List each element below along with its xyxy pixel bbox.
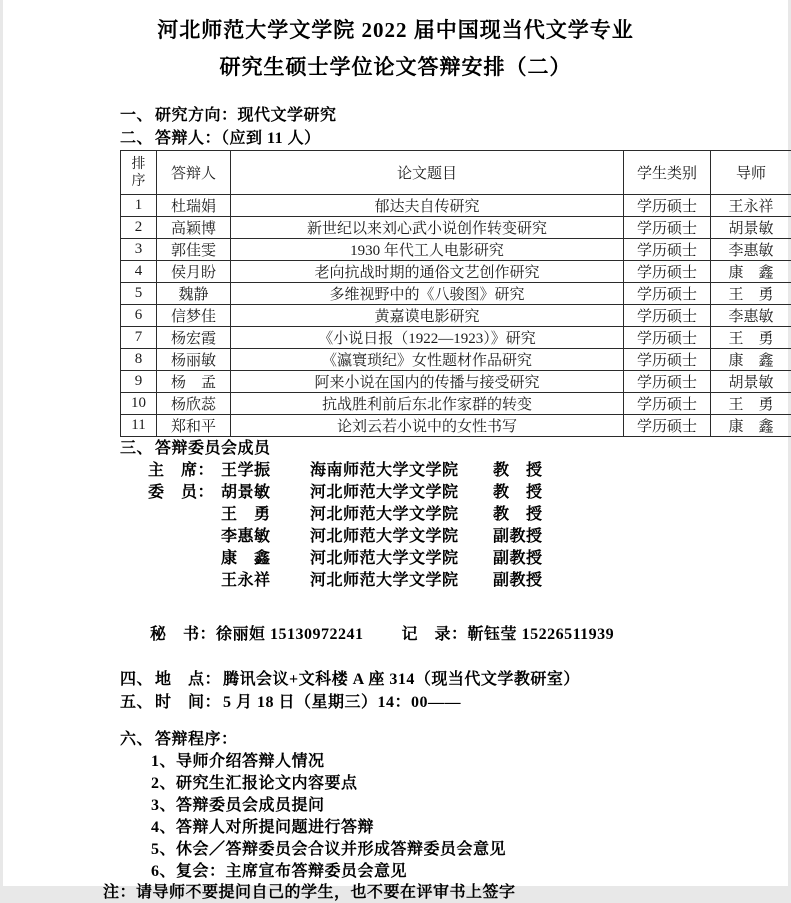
document-page [3,0,788,886]
cell-thesis-title: 黄嘉谟电影研究 [231,305,624,327]
secretary-name: 徐丽姮 [216,626,266,643]
cell-defender-name: 杨欣蕊 [157,393,231,415]
cell-defender-name: 信梦佳 [157,305,231,327]
committee-member-institution: 河北师范大学文学院 [310,526,493,548]
section-one-text: 研究方向：现代文学研究 [155,107,337,124]
section-defenders [120,127,788,150]
procedure-step: 4、答辩人对所提问题进行答辩 [151,817,788,839]
cell-supervisor: 王 勇 [711,327,791,349]
cell-thesis-title: 郁达夫自传研究 [231,195,624,217]
cell-order: 3 [121,239,157,261]
cell-defender-name: 高颖博 [157,217,231,239]
cell-order: 6 [121,305,157,327]
table-row [121,283,791,305]
section-three-text: 答辩委员会成员 [155,440,271,457]
cell-supervisor: 王 勇 [711,393,791,415]
section-three-number: 三、 [120,440,153,457]
committee-member-title: 副教授 [493,548,543,570]
committee-role-label [148,548,221,570]
table-row [121,327,791,349]
cell-order: 10 [121,393,157,415]
committee-member-name: 康 鑫 [221,548,310,570]
table-row [121,371,791,393]
committee-member-name: 李惠敏 [221,526,310,548]
section-four-number: 四、 [120,671,153,688]
section-six-number: 六、 [120,731,153,748]
cell-supervisor: 李惠敏 [711,239,791,261]
committee-member-title: 教 授 [493,460,543,482]
defenders-table-body [121,195,791,437]
cell-supervisor: 王 勇 [711,283,791,305]
time-label: 时 间： [155,694,221,711]
cell-student-category: 学历硕士 [624,371,711,393]
committee-member-title: 副教授 [493,570,543,592]
cell-student-category: 学历硕士 [624,195,711,217]
cell-student-category: 学历硕士 [624,349,711,371]
section-two-text: 答辩人：（应到 11 人） [155,130,321,147]
committee-member-row [148,526,788,548]
column-header-supervisor: 导师 [711,151,791,195]
cell-thesis-title: 阿来小说在国内的传播与接受研究 [231,371,624,393]
cell-defender-name: 杨宏霞 [157,327,231,349]
cell-thesis-title: 《瀛寰琐纪》女性题材作品研究 [231,349,624,371]
location-label: 地 点： [155,671,221,688]
secretary-label: 秘 书： [150,626,216,643]
cell-student-category: 学历硕士 [624,305,711,327]
column-header-order: 排序 [121,151,157,195]
cell-thesis-title: 多维视野中的《八骏图》研究 [231,283,624,305]
table-row [121,239,791,261]
table-row [121,261,791,283]
committee-member-institution: 河北师范大学文学院 [310,548,493,570]
document-title [3,0,788,86]
recorder-phone: 15226511939 [522,626,615,643]
committee-member-institution: 河北师范大学文学院 [310,482,493,504]
cell-order: 8 [121,349,157,371]
procedure-step: 2、研究生汇报论文内容要点 [151,773,788,795]
cell-thesis-title: 新世纪以来刘心武小说创作转变研究 [231,217,624,239]
recorder-label: 记 录： [402,626,468,643]
cell-order: 2 [121,217,157,239]
procedure-step: 3、答辩委员会成员提问 [151,795,788,817]
committee-role-label: 委 员： [148,482,221,504]
cell-defender-name: 郑和平 [157,415,231,437]
cell-supervisor: 康 鑫 [711,261,791,283]
time-text: 5 月 18 日（星期三）14：00—— [223,694,461,711]
table-row [121,305,791,327]
committee-role-label: 主 席： [148,460,221,482]
header-row [121,151,791,195]
section-two-number: 二、 [120,130,153,147]
section-location [120,668,788,691]
committee-member-name: 胡景敏 [221,482,310,504]
location-text: 腾讯会议+文科楼 A 座 314（现当代文学教研室） [223,671,580,688]
cell-defender-name: 杨 孟 [157,371,231,393]
cell-thesis-title: 1930 年代工人电影研究 [231,239,624,261]
cell-thesis-title: 老向抗战时期的通俗文艺创作研究 [231,261,624,283]
committee-member-title: 副教授 [493,526,543,548]
committee-member-institution: 海南师范大学文学院 [310,460,493,482]
procedure-list [3,751,788,883]
procedure-step: 1、导师介绍答辩人情况 [151,751,788,773]
cell-defender-name: 杨丽敏 [157,349,231,371]
committee-member-name: 王永祥 [221,570,310,592]
committee-member-institution: 河北师范大学文学院 [310,504,493,526]
title-line-2: 研究生硕士学位论文答辩安排（二） [3,49,788,86]
cell-thesis-title: 《小说日报（1922—1923）》研究 [231,327,624,349]
cell-supervisor: 胡景敏 [711,371,791,393]
section-one-number: 一、 [120,107,153,124]
table-row [121,415,791,437]
column-header-category: 学生类别 [624,151,711,195]
cell-order: 7 [121,327,157,349]
section-committee [120,437,788,460]
committee-member-institution: 河北师范大学文学院 [310,570,493,592]
committee-member-row [148,570,788,592]
cell-supervisor: 康 鑫 [711,349,791,371]
cell-order: 4 [121,261,157,283]
committee-member-row [148,548,788,570]
section-six-text: 答辩程序： [155,731,238,748]
cell-defender-name: 郭佳雯 [157,239,231,261]
procedure-step: 5、休会／答辩委员会合议并形成答辩委员会意见 [151,839,788,861]
committee-member-row [148,460,788,482]
note-line: 注：请导师不要提问自己的学生，也不要在评审书上签字 [103,883,788,903]
recorder-name: 靳钰莹 [468,626,518,643]
cell-student-category: 学历硕士 [624,261,711,283]
section-time [120,691,788,714]
cell-student-category: 学历硕士 [624,393,711,415]
cell-student-category: 学历硕士 [624,217,711,239]
cell-thesis-title: 论刘云若小说中的女性书写 [231,415,624,437]
cell-defender-name: 杜瑞娟 [157,195,231,217]
cell-order: 9 [121,371,157,393]
cell-order: 5 [121,283,157,305]
cell-thesis-title: 抗战胜利前后东北作家群的转变 [231,393,624,415]
cell-supervisor: 李惠敏 [711,305,791,327]
cell-supervisor: 胡景敏 [711,217,791,239]
committee-member-title: 教 授 [493,504,543,526]
cell-supervisor: 王永祥 [711,195,791,217]
committee-member-title: 教 授 [493,482,543,504]
committee-role-label [148,570,221,592]
cell-student-category: 学历硕士 [624,283,711,305]
secretary-phone: 15130972241 [270,626,364,643]
cell-order: 11 [121,415,157,437]
table-row [121,393,791,415]
cell-student-category: 学历硕士 [624,415,711,437]
cell-defender-name: 魏静 [157,283,231,305]
section-research-direction [120,104,788,127]
committee-member-name: 王 勇 [221,504,310,526]
committee-role-label [148,504,221,526]
section-procedure [120,728,788,751]
cell-order: 1 [121,195,157,217]
column-header-thesis: 论文题目 [231,151,624,195]
secretary-line [150,624,788,646]
table-row [121,195,791,217]
committee-role-label [148,526,221,548]
table-row [121,217,791,239]
committee-member-name: 王学振 [221,460,310,482]
cell-student-category: 学历硕士 [624,327,711,349]
title-line-1: 河北师范大学文学院 2022 届中国现当代文学专业 [3,12,788,49]
committee-member-row [148,504,788,526]
defenders-table [120,150,791,437]
defenders-table-header [121,151,791,195]
cell-student-category: 学历硕士 [624,239,711,261]
cell-supervisor: 康 鑫 [711,415,791,437]
committee-member-row [148,482,788,504]
column-header-defender: 答辩人 [157,151,231,195]
cell-defender-name: 侯月盼 [157,261,231,283]
procedure-step: 6、复会：主席宣布答辩委员会意见 [151,861,788,883]
section-five-number: 五、 [120,694,153,711]
committee-list [3,460,788,592]
table-row [121,349,791,371]
